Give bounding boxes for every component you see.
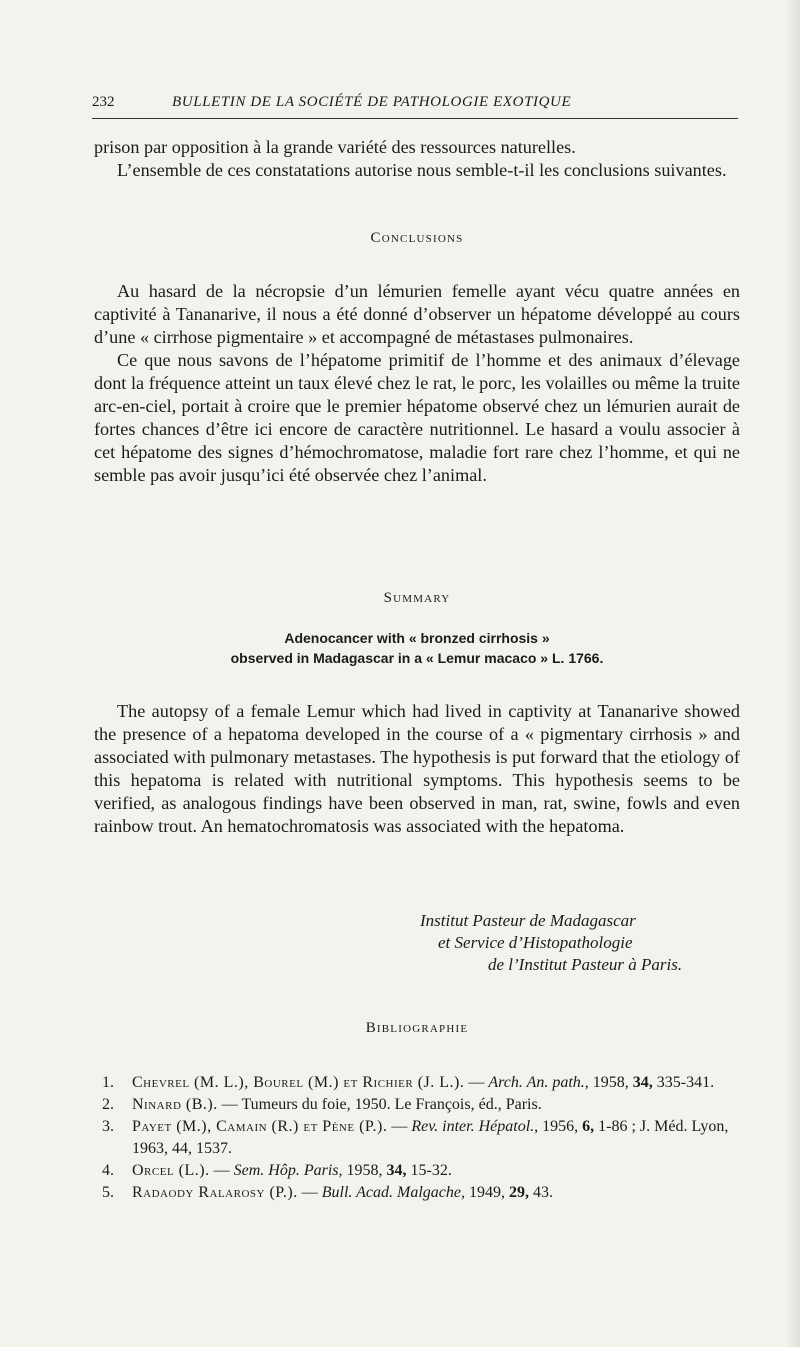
page-edge-shadow bbox=[786, 0, 800, 1347]
bib-year: 1949, bbox=[464, 1184, 509, 1201]
bibliography-heading: Bibliographie bbox=[365, 1020, 469, 1036]
bib-journal: Bull. Acad. Malgache, bbox=[321, 1184, 465, 1201]
signature-line-3: de l’Institut Pasteur à Paris. bbox=[488, 955, 683, 974]
bibliography-item bbox=[102, 1072, 742, 1094]
bib-pages: 15-32. bbox=[406, 1162, 452, 1179]
bib-journal: Rev. inter. Hépatol., bbox=[411, 1118, 539, 1135]
bib-number: 2. bbox=[102, 1096, 114, 1113]
bib-volume: 6, bbox=[582, 1118, 595, 1135]
summary-title-line-1: Adenocancer with « bronzed cirrhosis » bbox=[284, 630, 550, 646]
bib-authors: Payet (M.), Camain (R.) et Pène (P.). bbox=[132, 1118, 388, 1135]
page-header bbox=[92, 94, 738, 122]
bib-sep: — bbox=[209, 1162, 234, 1179]
bib-number: 3. bbox=[102, 1118, 114, 1135]
conclusions-paragraph-2: Ce que nous savons de l’hépatome primitif de l’homme et des animaux d’élevage dont la fréquence atteint un taux élevé chez le rat, le porc, les volailles ou même la truite arc-en-ciel, portait à croire que le premier hépatome observé chez un lémurien aurait de fortes chances d’être ici encore de caractère nutritionnel. Le hasard a voulu associer à cet hépatome des signes d’hémochromatose, maladie fort rare chez l’homme, et qui ne semble pas avoir jusqu’ici été observée chez l’animal. bbox=[94, 350, 740, 485]
bib-sep: — bbox=[464, 1074, 489, 1091]
page-number: 232 bbox=[92, 94, 115, 110]
bib-year: 1958, bbox=[342, 1162, 387, 1179]
signature-line-1: Institut Pasteur de Madagascar bbox=[420, 911, 636, 930]
bib-sep: — bbox=[297, 1184, 322, 1201]
bib-volume: 34, bbox=[386, 1162, 407, 1179]
bib-number: 1. bbox=[102, 1074, 114, 1091]
bib-number: 4. bbox=[102, 1162, 114, 1179]
bib-pages: 335-341. bbox=[652, 1074, 715, 1091]
journal-title: BULLETIN DE LA SOCIÉTÉ DE PATHOLOGIE EXOTIQUE bbox=[172, 94, 572, 110]
intro-paragraph: L’ensemble de ces constatations autorise nous semble-t-il les conclusions suivantes. bbox=[117, 160, 727, 180]
conclusions-paragraph-1: Au hasard de la nécropsie d’un lémurien femelle ayant vécu quatre années en captivité à Tananarive, il nous a été donné d’observer un hépatome développé au cours d’une « cirrhose pigmentaire » et accompagné de métastases pulmonaires. bbox=[94, 281, 740, 347]
conclusions-text bbox=[94, 280, 740, 487]
bib-journal: Sem. Hôp. Paris, bbox=[233, 1162, 343, 1179]
bibliography-item bbox=[102, 1160, 742, 1182]
bib-authors: Radaody Ralarosy (P.). bbox=[132, 1184, 298, 1201]
bib-sep: — bbox=[387, 1118, 412, 1135]
bib-pages: 1-86 ; J. Méd. Lyon, 1963, 44, 1537. bbox=[132, 1118, 729, 1157]
intro-text bbox=[94, 136, 740, 182]
signature-line-2: et Service d’Histopathologie bbox=[438, 933, 633, 952]
bibliography-item bbox=[102, 1094, 742, 1116]
summary-title-line-2: observed in Madagascar in a « Lemur macaco » L. 1766. bbox=[230, 650, 604, 666]
header-rule bbox=[92, 118, 738, 119]
intro-line: prison par opposition à la grande variété des ressources naturelles. bbox=[94, 137, 576, 157]
bibliography-list bbox=[102, 1072, 742, 1204]
bibliography-item bbox=[102, 1116, 742, 1160]
bibliography-item bbox=[102, 1182, 742, 1204]
bib-authors: Orcel (L.). bbox=[132, 1162, 210, 1179]
bib-volume: 29, bbox=[508, 1184, 529, 1201]
bib-number: 5. bbox=[102, 1184, 114, 1201]
bib-details: Tumeurs du foie, 1950. Le François, éd., Paris. bbox=[241, 1096, 542, 1113]
summary-text bbox=[94, 700, 740, 838]
bib-authors: Chevrel (M. L.), Bourel (M.) et Richier (J. L.). bbox=[132, 1074, 465, 1091]
bib-year: 1956, bbox=[538, 1118, 583, 1135]
signature-block bbox=[420, 910, 740, 976]
bib-journal: Arch. An. path., bbox=[488, 1074, 589, 1091]
bib-authors: Ninard (B.). bbox=[132, 1096, 218, 1113]
bib-sep: — bbox=[217, 1096, 242, 1113]
bib-year: 1958, bbox=[588, 1074, 633, 1091]
summary-heading: Summary bbox=[383, 590, 451, 606]
bib-pages: 43. bbox=[528, 1184, 553, 1201]
conclusions-heading: Conclusions bbox=[370, 230, 464, 246]
bib-volume: 34, bbox=[632, 1074, 653, 1091]
summary-title bbox=[94, 628, 740, 668]
summary-paragraph: The autopsy of a female Lemur which had lived in captivity at Tananarive showed the presence of a hepatoma developed in the course of a « pigmentary cirrhosis » and associated with pulmonary metastases. The hypothesis is put forward that the etiology of this hepatoma is related with nutritional symptoms. This hypothesis seems to be verified, as analogous findings have been observed in man, rat, swine, fowls and even rainbow trout. An hematochromatosis was associated with the hepatoma. bbox=[94, 701, 740, 836]
